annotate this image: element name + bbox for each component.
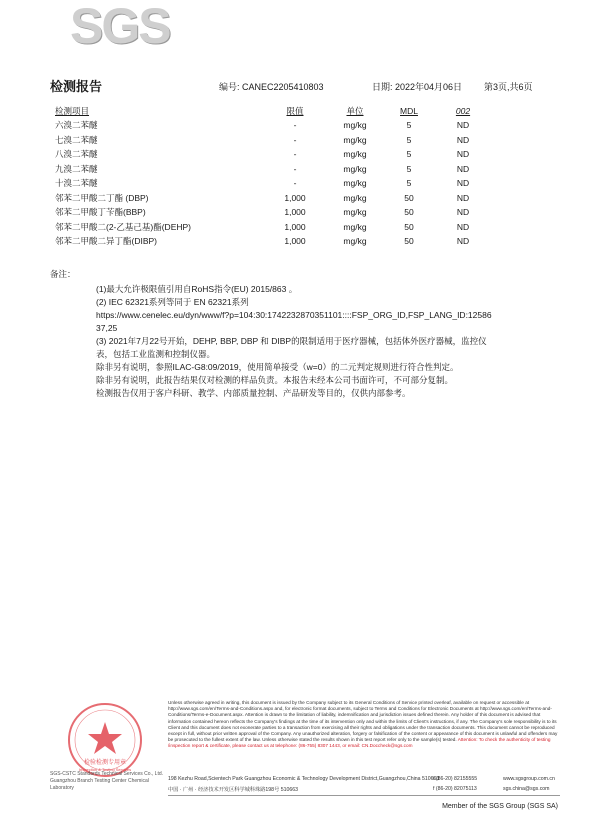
- limit-value: 1,000: [284, 192, 306, 203]
- address-row-cn: [168, 786, 568, 795]
- result-value: ND: [456, 163, 470, 174]
- unit-value: mg/kg: [343, 149, 367, 160]
- sgs-member-line: Member of the SGS Group (SGS SA): [442, 803, 558, 810]
- test-item: 十溴二苯醚: [55, 178, 98, 189]
- mdl-value: 5: [406, 120, 412, 131]
- header-unit: 单位: [346, 105, 364, 116]
- seal-subtext: Inspection & Testing Services: [78, 767, 132, 772]
- limit-value: -: [293, 163, 297, 174]
- result-value: ND: [456, 221, 470, 232]
- note-2-link[interactable]: https://www.cenelec.eu/dyn/www/f?p=104:30:1742232870351101::::FSP_ORG_ID,FSP_LANG_ID:12586: [96, 310, 492, 320]
- test-item: 九溴二苯醚: [55, 163, 98, 174]
- report-date: 日期: 2022年04月06日: [372, 82, 463, 92]
- unit-value: mg/kg: [343, 163, 367, 174]
- note-results-scope: 除非另有说明，此报告结果仅对检测的样品负责。本报告未经本公司书面许可，不可部分复制。: [96, 375, 454, 385]
- table-row: [50, 147, 493, 162]
- mdl-value: 5: [406, 149, 412, 160]
- authenticity-notice: Attention: To check the authenticity of testing /inspection report & certificate, please contact us at telephone: (86-755) 8307 1443, or email: CN.Doccheck@sgs.com: [168, 737, 551, 749]
- table-header-row: [50, 103, 493, 118]
- mdl-value: 5: [406, 163, 412, 174]
- unit-value: mg/kg: [343, 134, 367, 145]
- table-row: [50, 118, 493, 133]
- note-2-link-cont[interactable]: 37,25: [96, 323, 118, 333]
- table-row: [50, 176, 493, 191]
- note-decision-rule: 除非另有说明，参照ILAC-G8:09/2019，使用简单接受（w=0）的二元判定规则进行符合性判定。: [96, 362, 459, 372]
- lab-caption: SGS-CSTC Standards Technical Services Co., Ltd. Guangzhou Branch Testing Center Chemical Laboratory: [50, 771, 164, 791]
- limit-value: -: [293, 134, 297, 145]
- fax: f (86-20) 82075113: [433, 786, 477, 792]
- mdl-value: 5: [406, 134, 412, 145]
- test-item: 七溴二苯醚: [55, 134, 98, 145]
- limit-value: 1,000: [284, 236, 306, 247]
- note-2: (2) IEC 62321系列等同于 EN 62321系列: [96, 297, 249, 307]
- header-limit: 限值: [286, 105, 304, 116]
- note-3-cont: 表，包括工业监测和控制仪器。: [96, 349, 216, 359]
- mdl-value: 50: [404, 221, 414, 232]
- result-value: ND: [456, 149, 470, 160]
- table-row: [50, 133, 493, 148]
- note-1: (1)最大允许极限值引用自RoHS指令(EU) 2015/863 。: [96, 284, 298, 294]
- limit-value: -: [293, 149, 297, 160]
- limit-value: 1,000: [284, 221, 306, 232]
- limit-value: 1,000: [284, 207, 306, 218]
- test-item: 八溴二苯醚: [55, 149, 98, 160]
- mdl-value: 50: [404, 236, 414, 247]
- header-sample-result: 002: [455, 105, 471, 116]
- table-row: [50, 162, 493, 177]
- note-3: (3) 2021年7月22号开始，DEHP, BBP, DBP 和 DIBP的限制适用于医疗器械，包括体外医疗器械，监控仪: [96, 336, 487, 346]
- report-header: [0, 78, 600, 94]
- limit-value: -: [293, 178, 297, 189]
- sgs-logo: SGS: [70, 0, 170, 54]
- result-value: ND: [456, 207, 470, 218]
- mdl-value: 50: [404, 207, 414, 218]
- test-item: 邻苯二甲酸二异丁酯(DIBP): [55, 236, 158, 247]
- unit-value: mg/kg: [343, 207, 367, 218]
- address-en: 198 Kezhu Road,Scientech Park Guangzhou Economic & Technology Development District,Guangzhou,China 510663: [168, 776, 440, 782]
- report-title: 检测报告: [50, 80, 103, 95]
- limit-value: -: [293, 120, 297, 131]
- footer-divider: [168, 795, 560, 796]
- unit-value: mg/kg: [343, 192, 367, 203]
- mdl-value: 50: [404, 192, 414, 203]
- test-item: 六溴二苯醚: [55, 120, 98, 131]
- test-results-table: [50, 103, 493, 249]
- test-item: 邻苯二甲酸二(2-乙基己基)酯(DEHP): [55, 221, 191, 232]
- table-row: [50, 234, 493, 249]
- notes-section: [50, 268, 570, 400]
- result-value: ND: [456, 236, 470, 247]
- result-value: ND: [456, 134, 470, 145]
- seal-text: 检验检测专用章: [83, 759, 127, 766]
- address-row-en: [168, 776, 568, 785]
- website[interactable]: www.sgsgroup.com.cn: [503, 776, 555, 782]
- mdl-value: 5: [406, 178, 412, 189]
- terms-body: Unless otherwise agreed in writing, this document is issued by the Company subject to its General Conditions of Service printed overleaf, available on request or accessible at http://www.sgs.com/en/Terms-and-Conditions.aspx and, for electronic format documents, subject to Terms and Conditions for Electronic Documents at http://www.sgs.com/en/Terms-and-Conditions/Terms-e-Document.aspx. Attention is drawn to the limitation of liability, indemnification and jurisdiction issues defined therein. Any holder of this document is advised that information contained hereon reflects the Company's findings at the time of its intervention only and within the limits of Client's instructions, if any. The Company's sole responsibility is to its Client and this document does not exonerate parties to a transaction from exercising all their rights and obligations under the transaction documents. This document cannot be reproduced except in full, without prior written approval of the Company. Any unauthorized alteration, forgery or falsification of the content or appearance of this document is unlawful and offenders may be prosecuted to the fullest extent of the law. Unless otherwise stated the results shown in this test report refer only to the sample(s) tested.: [168, 700, 558, 743]
- test-item: 邻苯二甲酸丁苄酯(BBP): [55, 207, 146, 218]
- table-row: [50, 205, 493, 220]
- header-mdl: MDL: [400, 105, 418, 116]
- note-usage: 检测报告仅用于客户科研、教学、内部质量控制、产品研发等目的，仅供内部参考。: [96, 388, 411, 398]
- unit-value: mg/kg: [343, 236, 367, 247]
- contact-email[interactable]: sgs.china@sgs.com: [503, 786, 550, 792]
- result-value: ND: [456, 178, 470, 189]
- terms-text: [168, 700, 563, 750]
- test-item: 邻苯二甲酸二丁酯 (DBP): [55, 192, 149, 203]
- notes-title: 备注：: [50, 269, 76, 279]
- unit-value: mg/kg: [343, 178, 367, 189]
- header-test-item: 检测项目: [55, 105, 90, 116]
- result-value: ND: [456, 120, 470, 131]
- unit-value: mg/kg: [343, 221, 367, 232]
- address-cn: 中国 · 广州 · 经济技术开发区科学城科珠路198号 510663: [168, 787, 299, 793]
- table-row: [50, 191, 493, 206]
- telephone: t (86-20) 82155555: [433, 776, 478, 782]
- page-number: 第3页,共6页: [484, 82, 533, 92]
- result-value: ND: [456, 192, 470, 203]
- unit-value: mg/kg: [343, 120, 367, 131]
- table-row: [50, 220, 493, 235]
- report-number: 编号: CANEC2205410803: [219, 82, 324, 92]
